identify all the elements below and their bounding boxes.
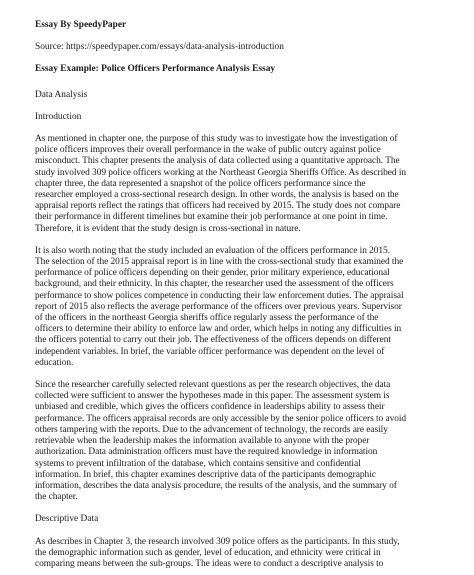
- paragraph-line: performance to show polices competence in conducting their law enforcement duties. The appraisal: [35, 290, 404, 301]
- paragraph-line: independent variables. In brief, the variable officer performance was dependent on the level of: [35, 346, 385, 357]
- paragraph-3: [35, 380, 440, 503]
- paragraph-line: As mentioned in chapter one, the purpose of this study was to investigate how the investigation of: [35, 134, 398, 145]
- paragraph-line: the officers potential to carry out their job. The effectiveness of the officers depends on different: [35, 335, 391, 346]
- paragraph-line: officers to determine their ability to enforce law and order, which helps in noting any difficulties in: [35, 324, 402, 335]
- paragraph-line: education.: [35, 357, 74, 368]
- paragraph-line: retrievable when the leadership makes the information available to anyone with the proper: [35, 436, 370, 447]
- document-header-title: Essay By SpeedyPaper: [35, 20, 127, 30]
- paragraph-line: The selection of the 2015 appraisal report is in line with the cross-sectional study that examined the: [35, 257, 404, 268]
- paragraph-line: performance. The officers appraisal records are only accessible by the senior police officers to avoid: [35, 413, 407, 424]
- paragraph-line: others tampering with the reports. Due to the advancement of technology, the records are easily: [35, 424, 388, 435]
- paragraph-line: systems to prevent infiltration of the database, which contains sensitive and confidential: [35, 458, 361, 469]
- paragraph-line: report of 2015 also reflects the average performance of the officers over previous years. Supervisor: [35, 301, 402, 312]
- paragraph-line: performance of police officers depending on their gender, prior military experience, educational: [35, 268, 390, 279]
- paragraph-line: information, describes the data analysis procedure, the results of the analysis, and the summary of: [35, 480, 397, 491]
- document-page: [35, 20, 440, 570]
- paragraph-line: chapter three, the data represented a snapshot of the police officers performance since the: [35, 178, 366, 189]
- paragraph-2: [35, 246, 440, 369]
- paragraph-line: researcher employed a cross-sectional research design. In other words, the analysis is based on the: [35, 190, 399, 201]
- paragraph-line: appraisal reports reflect the ratings that officers had received by 2015. The study does not compare: [35, 201, 401, 212]
- paragraph-line: collected were sufficient to answer the hypotheses made in this paper. The assessment system is: [35, 391, 390, 402]
- paragraph-line: As describes in Chapter 3, the research involved 309 police offers as the participants. In this study,: [35, 536, 400, 547]
- descriptive-data-heading: Descriptive Data: [35, 514, 99, 525]
- paragraph-line: police officers improves their overall performance in the wake of public outcry against police: [35, 145, 381, 156]
- paragraph-line: Since the researcher carefully selected relevant questions as per the research objectives, the data: [35, 380, 391, 391]
- paragraph-4: [35, 537, 440, 571]
- paragraph-line: information. In brief, this chapter examines descriptive data of the participants demographic: [35, 469, 376, 480]
- paragraph-line: background, and their ethnicity. In this chapter, the researcher used the assessment of the officers: [35, 279, 394, 290]
- paragraph-line: study involved 309 police officers working at the Northeast Georgia Sheriffs Office. As described in: [35, 167, 407, 178]
- paragraph-line: authorization. Data administration officers must have the required knowledge in information: [35, 447, 378, 458]
- paragraph-line: It is also worth noting that the study included an evaluation of the officers performance in 2015.: [35, 245, 390, 256]
- paragraph-line: Therefore, it is evident that the study design is cross-sectional in nature.: [35, 223, 301, 234]
- paragraph-line: comparing means between the sub-groups. The ideas were to conduct a descriptive analysis to: [35, 558, 384, 569]
- paragraph-line: the chapter.: [35, 492, 78, 503]
- essay-title: Essay Example: Police Officers Performance Analysis Essay: [35, 64, 276, 75]
- paragraph-line: their performance in different timelines but examine their job performance at one point in time.: [35, 212, 388, 223]
- paragraph-line: unbiased and credible, which gives the officers confidence in leaderships ability to assess their: [35, 402, 385, 413]
- intro-heading: Introduction: [35, 111, 82, 122]
- paragraph-line: of the officers in the northeast Georgia sheriffs office regularly assess the performance of the: [35, 313, 379, 324]
- paragraph-line: the demographic information such as gender, level of education, and ethnicity were critical in: [35, 547, 381, 558]
- paragraph-1: [35, 134, 440, 235]
- section-heading: Data Analysis: [35, 89, 88, 100]
- document-source-line: Source: https://speedypaper.com/essays/data-analysis-introduction: [35, 42, 284, 53]
- paragraph-line: misconduct. This chapter presents the analysis of data collected using a quantitative approach. The: [35, 156, 400, 167]
